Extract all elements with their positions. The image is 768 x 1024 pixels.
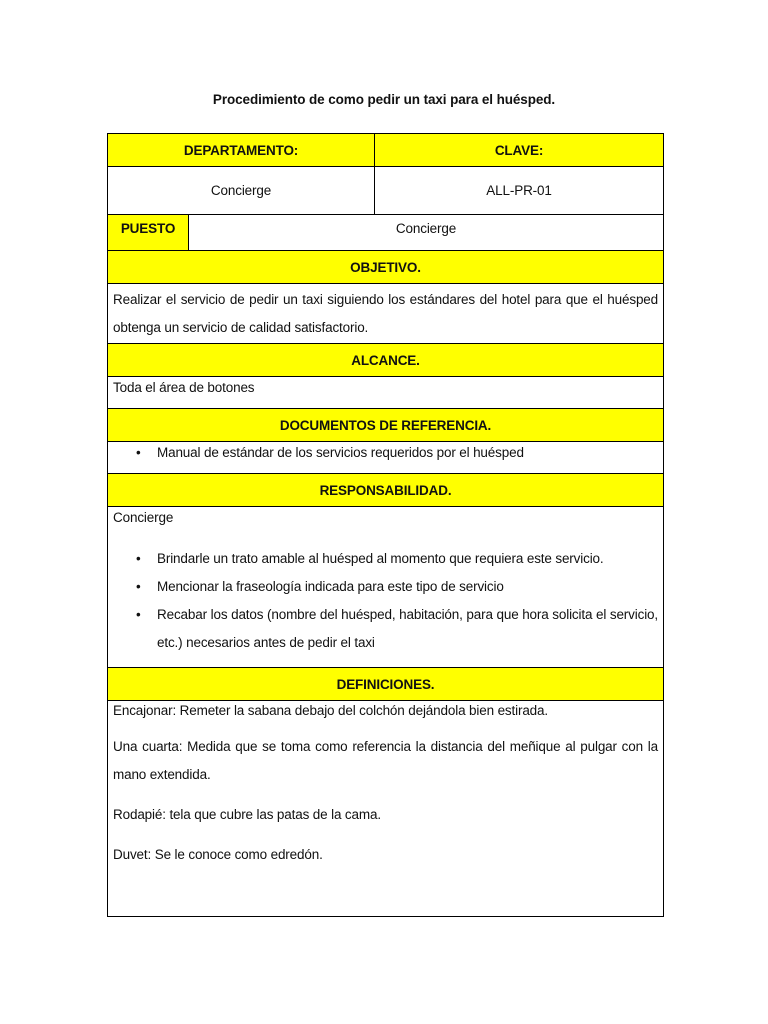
definicion-rodapie: Rodapié: tela que cubre las patas de la cama. [113,807,381,822]
alcance-label: ALCANCE. [108,344,664,377]
header-row-1 [108,134,664,167]
documentos-list [113,439,658,467]
clave-value: ALL-PR-01 [375,167,664,215]
definicion-duvet: Duvet: Se le conoce como edredón. [113,847,323,862]
definiciones-row [108,701,664,917]
clave-label: CLAVE: [375,134,664,167]
documentos-cell [108,442,664,474]
definiciones-header [108,668,664,701]
values-row-1 [108,167,664,215]
documentos-header [108,409,664,442]
responsabilidad-label: RESPONSABILIDAD. [108,474,664,507]
documentos-label: DOCUMENTOS DE REFERENCIA. [108,409,664,442]
responsabilidad-header [108,474,664,507]
objetivo-label: OBJETIVO. [108,251,664,284]
objetivo-header [108,251,664,284]
documentos-row [108,442,664,474]
list-item: • Manual de estándar de los servicios requeridos por el huésped [157,439,658,467]
alcance-row [108,377,664,409]
definiciones-cell [108,701,664,917]
definicion-encajonar: Encajonar: Remeter la sabana debajo del colchón dejándola bien estirada. [113,703,549,718]
objetivo-text: Realizar el servicio de pedir un taxi siguiendo los estándares del hotel para que el huésped obtenga un servicio de calidad satisfactorio. [108,284,664,344]
page-title: Procedimiento de como pedir un taxi para el huésped. [212,92,556,107]
puesto-row [108,215,664,251]
list-item: • Mencionar la fraseología indicada para este tipo de servicio [157,573,658,601]
departamento-label: DEPARTAMENTO: [108,134,375,167]
objetivo-row [108,284,664,344]
responsabilidad-intro: Concierge [113,510,174,525]
definiciones-label: DEFINICIONES. [108,668,664,701]
puesto-label: PUESTO [108,215,189,251]
procedure-table [107,133,664,917]
alcance-header [108,344,664,377]
alcance-text: Toda el área de botones [108,377,664,409]
responsabilidad-row [108,507,664,668]
responsabilidad-list [113,545,658,657]
responsabilidad-cell [108,507,664,668]
list-item: • Brindarle un trato amable al huésped al momento que requiera este servicio. [157,545,658,573]
definicion-una-cuarta: Una cuarta: Medida que se toma como referencia la distancia del meñique al pulgar con la mano extendida. [113,739,659,782]
puesto-value: Concierge [189,215,664,251]
list-item: • Recabar los datos (nombre del huésped, habitación, para que hora solicita el servicio, etc.) necesarios antes de pedir el taxi [157,601,658,657]
departamento-value: Concierge [108,167,375,215]
